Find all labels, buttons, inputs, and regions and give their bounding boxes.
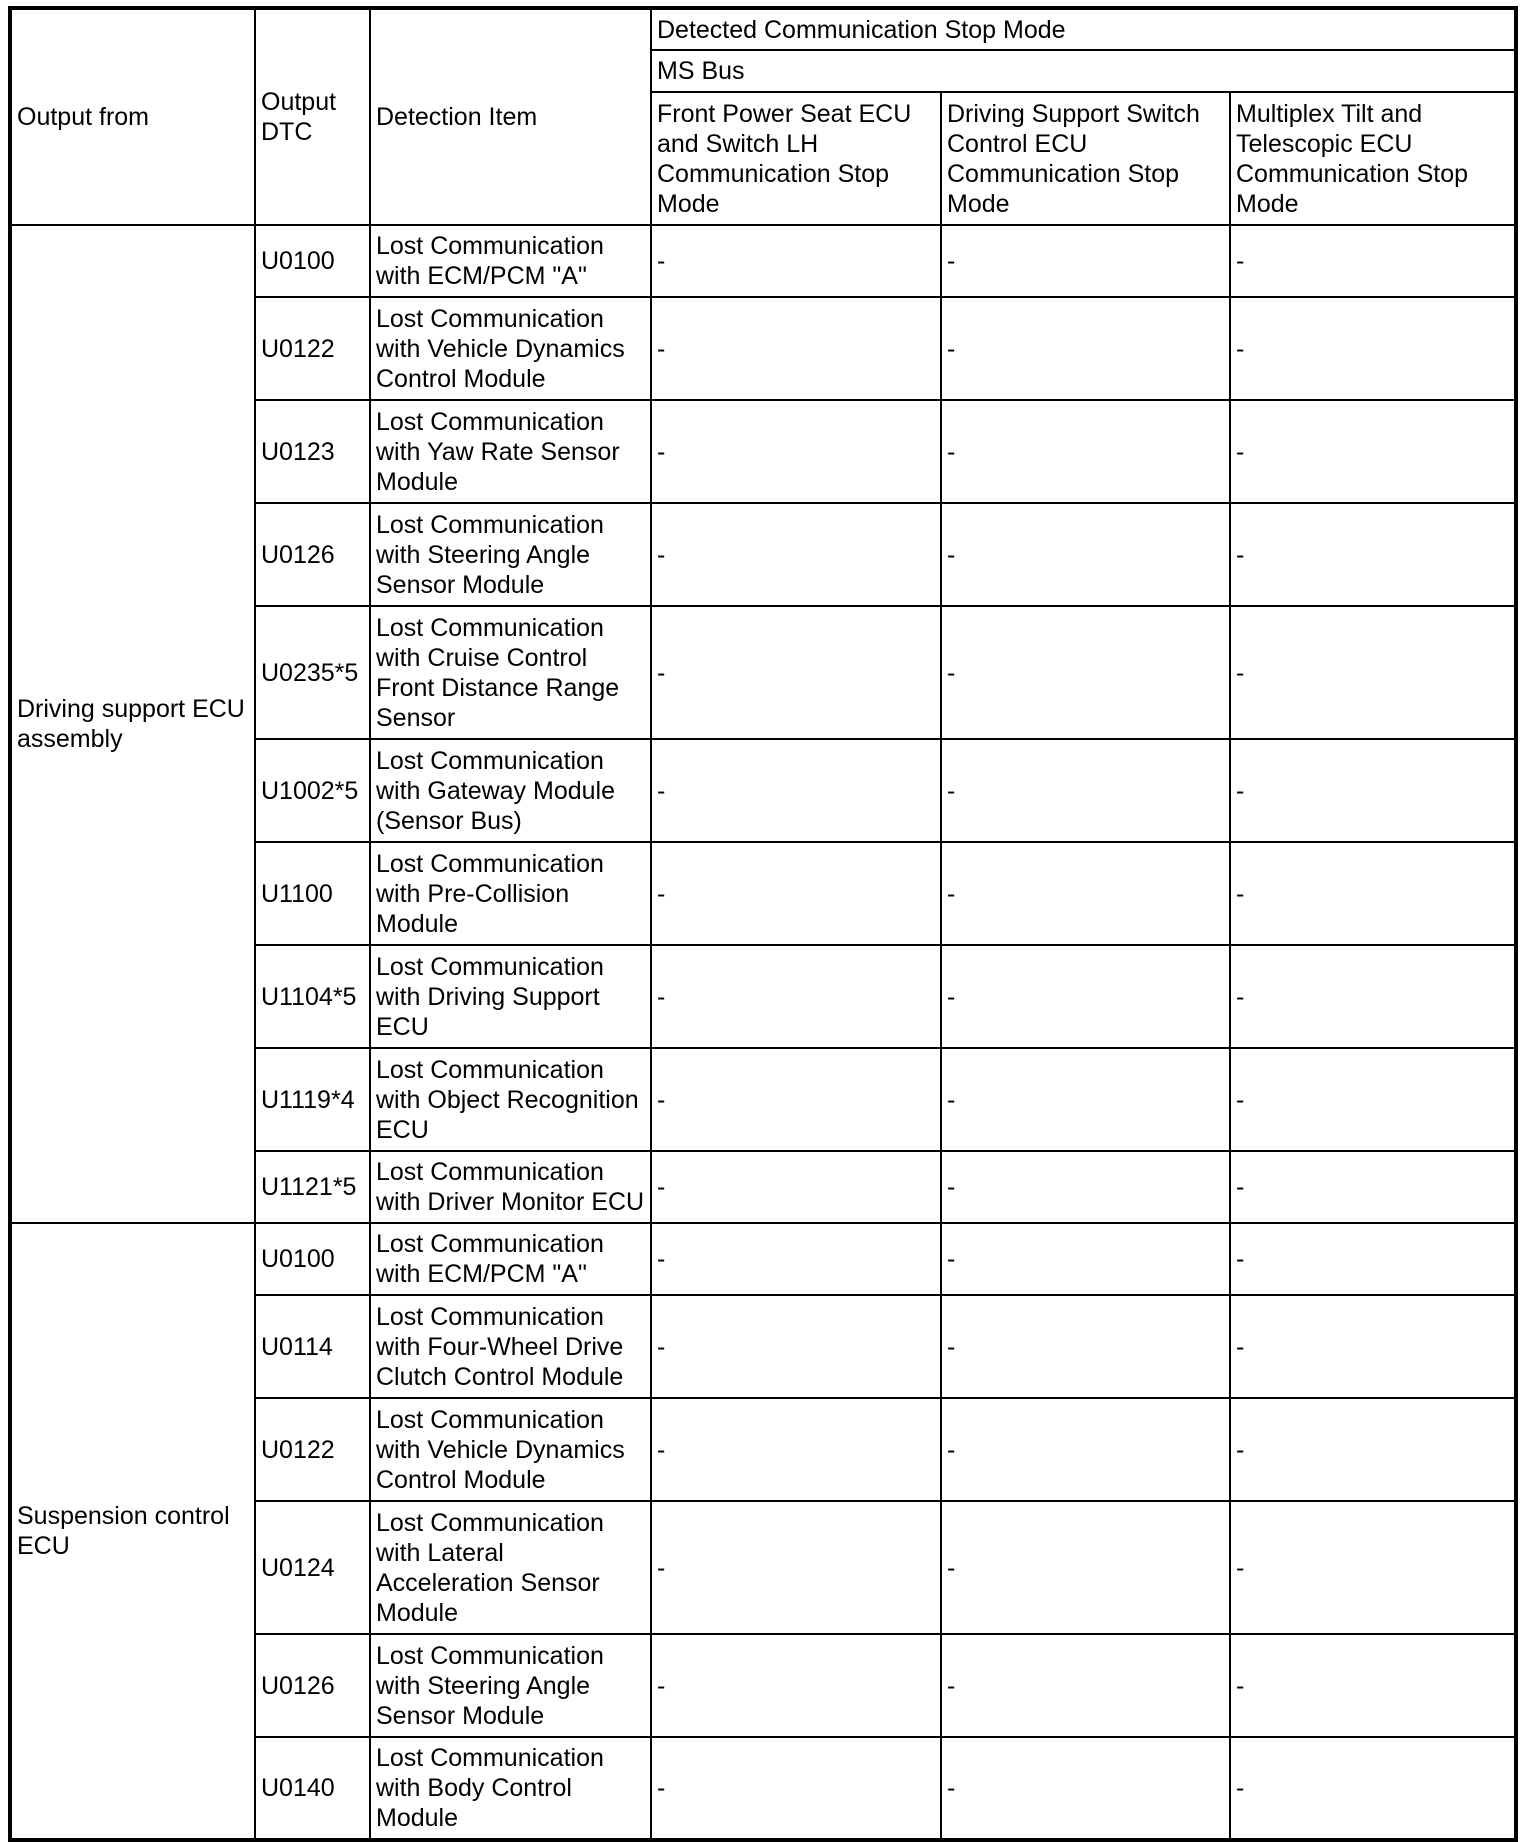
mode-value-driving-support-switch: - [941,1398,1230,1501]
detection-item-cell: Lost Communication with Gateway Module (Sensor Bus) [370,739,651,842]
table-row [10,1223,1516,1295]
mode-value-driving-support-switch: - [941,503,1230,606]
detection-item-cell: Lost Communication with Driving Support ECU [370,945,651,1048]
dtc-cell: U0100 [255,1223,370,1295]
detection-item-cell: Lost Communication with Yaw Rate Sensor Module [370,400,651,503]
mode-value-driving-support-switch: - [941,842,1230,945]
mode-value-front-power-seat: - [651,739,941,842]
dtc-cell: U0122 [255,1398,370,1501]
mode-value-front-power-seat: - [651,1501,941,1634]
table-body [10,225,1516,1840]
mode-value-multiplex-tilt: - [1230,1398,1516,1501]
dtc-cell: U1119*4 [255,1048,370,1151]
dtc-cell: U0123 [255,400,370,503]
mode-value-driving-support-switch: - [941,1501,1230,1634]
mode-value-driving-support-switch: - [941,225,1230,297]
mode-value-multiplex-tilt: - [1230,503,1516,606]
detection-item-cell: Lost Communication with Cruise Control Front Distance Range Sensor [370,606,651,739]
header-mode-front-power-seat: Front Power Seat ECU and Switch LH Communication Stop Mode [651,92,941,225]
dtc-cell: U0122 [255,297,370,400]
output-from-cell: Suspension control ECU [10,1223,255,1840]
mode-value-multiplex-tilt: - [1230,842,1516,945]
mode-value-driving-support-switch: - [941,606,1230,739]
mode-value-driving-support-switch: - [941,1737,1230,1840]
output-from-cell: Driving support ECU assembly [10,225,255,1223]
header-output-from: Output from [10,8,255,225]
dtc-cell: U0140 [255,1737,370,1840]
mode-value-front-power-seat: - [651,1295,941,1398]
mode-value-multiplex-tilt: - [1230,1295,1516,1398]
mode-value-multiplex-tilt: - [1230,606,1516,739]
detection-item-cell: Lost Communication with Lateral Acceleration Sensor Module [370,1501,651,1634]
mode-value-front-power-seat: - [651,1223,941,1295]
dtc-cell: U1121*5 [255,1151,370,1223]
mode-value-front-power-seat: - [651,1398,941,1501]
dtc-cell: U0126 [255,503,370,606]
dtc-cell: U0114 [255,1295,370,1398]
detection-item-cell: Lost Communication with Object Recognition ECU [370,1048,651,1151]
mode-value-front-power-seat: - [651,1151,941,1223]
dtc-cell: U0126 [255,1634,370,1737]
detection-item-cell: Lost Communication with ECM/PCM "A" [370,1223,651,1295]
header-output-dtc: Output DTC [255,8,370,225]
dtc-cell: U1104*5 [255,945,370,1048]
mode-value-front-power-seat: - [651,1048,941,1151]
dtc-table [8,6,1518,1842]
mode-value-driving-support-switch: - [941,1634,1230,1737]
mode-value-front-power-seat: - [651,1634,941,1737]
detection-item-cell: Lost Communication with Steering Angle Sensor Module [370,503,651,606]
dtc-cell: U1100 [255,842,370,945]
mode-value-multiplex-tilt: - [1230,225,1516,297]
mode-value-multiplex-tilt: - [1230,297,1516,400]
mode-value-multiplex-tilt: - [1230,945,1516,1048]
mode-value-front-power-seat: - [651,400,941,503]
dtc-cell: U0100 [255,225,370,297]
detection-item-cell: Lost Communication with Body Control Module [370,1737,651,1840]
dtc-cell: U1002*5 [255,739,370,842]
table-row [10,225,1516,297]
mode-value-driving-support-switch: - [941,945,1230,1048]
mode-value-multiplex-tilt: - [1230,739,1516,842]
header-mode-driving-support-switch: Driving Support Switch Control ECU Communication Stop Mode [941,92,1230,225]
detection-item-cell: Lost Communication with Four-Wheel Drive Clutch Control Module [370,1295,651,1398]
header-group-title: Detected Communication Stop Mode [651,8,1516,50]
detection-item-cell: Lost Communication with Vehicle Dynamics Control Module [370,1398,651,1501]
mode-value-front-power-seat: - [651,1737,941,1840]
mode-value-front-power-seat: - [651,503,941,606]
mode-value-multiplex-tilt: - [1230,400,1516,503]
mode-value-multiplex-tilt: - [1230,1634,1516,1737]
mode-value-driving-support-switch: - [941,400,1230,503]
mode-value-multiplex-tilt: - [1230,1737,1516,1840]
detection-item-cell: Lost Communication with Pre-Collision Module [370,842,651,945]
dtc-cell: U0235*5 [255,606,370,739]
dtc-cell: U0124 [255,1501,370,1634]
mode-value-driving-support-switch: - [941,1295,1230,1398]
detection-item-cell: Lost Communication with Driver Monitor ECU [370,1151,651,1223]
header-detection-item: Detection Item [370,8,651,225]
mode-value-driving-support-switch: - [941,1048,1230,1151]
mode-value-multiplex-tilt: - [1230,1223,1516,1295]
mode-value-driving-support-switch: - [941,739,1230,842]
mode-value-driving-support-switch: - [941,1223,1230,1295]
detection-item-cell: Lost Communication with Vehicle Dynamics Control Module [370,297,651,400]
detection-item-cell: Lost Communication with Steering Angle Sensor Module [370,1634,651,1737]
header-mode-multiplex-tilt: Multiplex Tilt and Telescopic ECU Communication Stop Mode [1230,92,1516,225]
mode-value-driving-support-switch: - [941,1151,1230,1223]
mode-value-multiplex-tilt: - [1230,1048,1516,1151]
mode-value-multiplex-tilt: - [1230,1151,1516,1223]
header-bus: MS Bus [651,50,1516,92]
mode-value-driving-support-switch: - [941,297,1230,400]
mode-value-front-power-seat: - [651,842,941,945]
mode-value-front-power-seat: - [651,945,941,1048]
mode-value-front-power-seat: - [651,297,941,400]
mode-value-front-power-seat: - [651,225,941,297]
detection-item-cell: Lost Communication with ECM/PCM "A" [370,225,651,297]
mode-value-multiplex-tilt: - [1230,1501,1516,1634]
table-header [10,8,1516,225]
mode-value-front-power-seat: - [651,606,941,739]
